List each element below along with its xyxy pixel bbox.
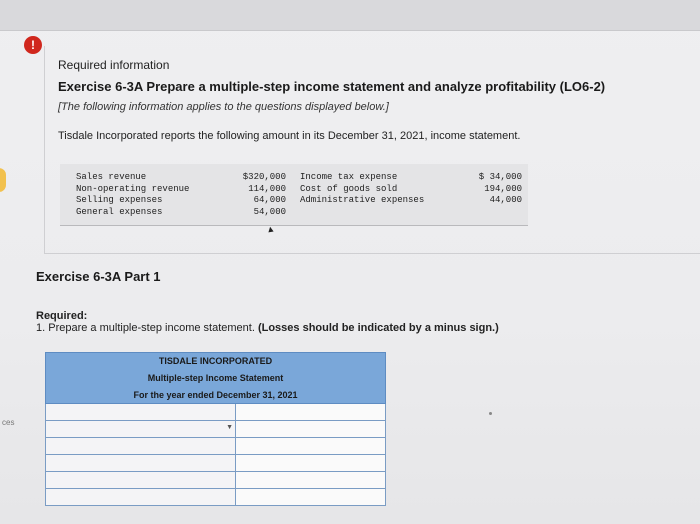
line-item-select[interactable] xyxy=(46,421,236,437)
statement-period: For the year ended December 31, 2021 xyxy=(133,389,298,400)
data-value: 44,000 xyxy=(489,195,522,205)
part-title: Exercise 6-3A Part 1 xyxy=(36,269,161,284)
data-value: 114,000 xyxy=(248,183,286,194)
amount-input[interactable] xyxy=(236,421,385,437)
amount-input[interactable] xyxy=(236,472,385,488)
required-label: Required: xyxy=(36,310,88,322)
instruction-note: (Losses should be indicated by a minus sign.) xyxy=(257,322,499,334)
table-row xyxy=(45,455,386,472)
side-marker xyxy=(0,168,6,192)
income-statement-header xyxy=(45,352,386,404)
income-statement-grid xyxy=(45,404,386,506)
chevron-down-icon[interactable]: ▼ xyxy=(226,424,233,431)
data-label: Selling expenses xyxy=(76,195,163,205)
left-labels-column xyxy=(76,172,189,218)
data-value: $ 34,000 xyxy=(478,172,522,182)
line-item-input[interactable] xyxy=(46,455,236,471)
statement-text: Tisdale Incorporated reports the following amount in its December 31, 2021, income statement. xyxy=(58,130,521,142)
amount-input[interactable] xyxy=(236,455,385,471)
data-label: Administrative expenses xyxy=(300,195,425,205)
statement-name: Multiple-step Income Statement xyxy=(147,372,284,383)
line-item-input[interactable] xyxy=(46,472,236,488)
data-label: Sales revenue xyxy=(76,172,147,182)
instruction xyxy=(36,322,499,334)
data-label: General expenses xyxy=(76,206,163,217)
data-label: Income tax expense xyxy=(300,172,398,182)
dust-dot xyxy=(489,412,492,415)
info-note: [The following information applies to the questions displayed below.] xyxy=(58,101,389,113)
line-item-input[interactable] xyxy=(46,489,236,505)
exclamation-icon: ! xyxy=(24,36,42,54)
data-label: Non-operating revenue xyxy=(76,183,190,194)
table-row xyxy=(45,404,386,421)
amount-input[interactable] xyxy=(236,404,385,420)
required-info-title: Required information xyxy=(58,58,170,72)
top-divider xyxy=(0,30,700,31)
data-value: 64,000 xyxy=(253,195,286,205)
data-value: 194,000 xyxy=(484,183,522,194)
table-row xyxy=(45,421,386,438)
table-row xyxy=(45,489,386,506)
top-edge xyxy=(0,0,700,30)
mouse-cursor-icon: ▲ xyxy=(265,223,276,235)
data-label: Cost of goods sold xyxy=(300,183,398,194)
data-value: $320,000 xyxy=(242,172,286,182)
data-value: 54,000 xyxy=(253,206,286,217)
line-item-input[interactable] xyxy=(46,438,236,454)
amount-input[interactable] xyxy=(236,438,385,454)
amount-input[interactable] xyxy=(236,489,385,505)
side-label: ces xyxy=(2,418,15,427)
right-values-column xyxy=(460,172,522,207)
table-row xyxy=(45,438,386,455)
line-item-input[interactable] xyxy=(46,404,236,420)
company-name: TISDALE INCORPORATED xyxy=(158,355,273,366)
left-values-column xyxy=(228,172,286,218)
instruction-main: 1. Prepare a multiple-step income statement. xyxy=(36,322,255,334)
right-labels-column xyxy=(300,172,424,207)
table-row xyxy=(45,472,386,489)
exercise-title: Exercise 6-3A Prepare a multiple-step income statement and analyze profitability (LO6-2) xyxy=(58,79,606,94)
